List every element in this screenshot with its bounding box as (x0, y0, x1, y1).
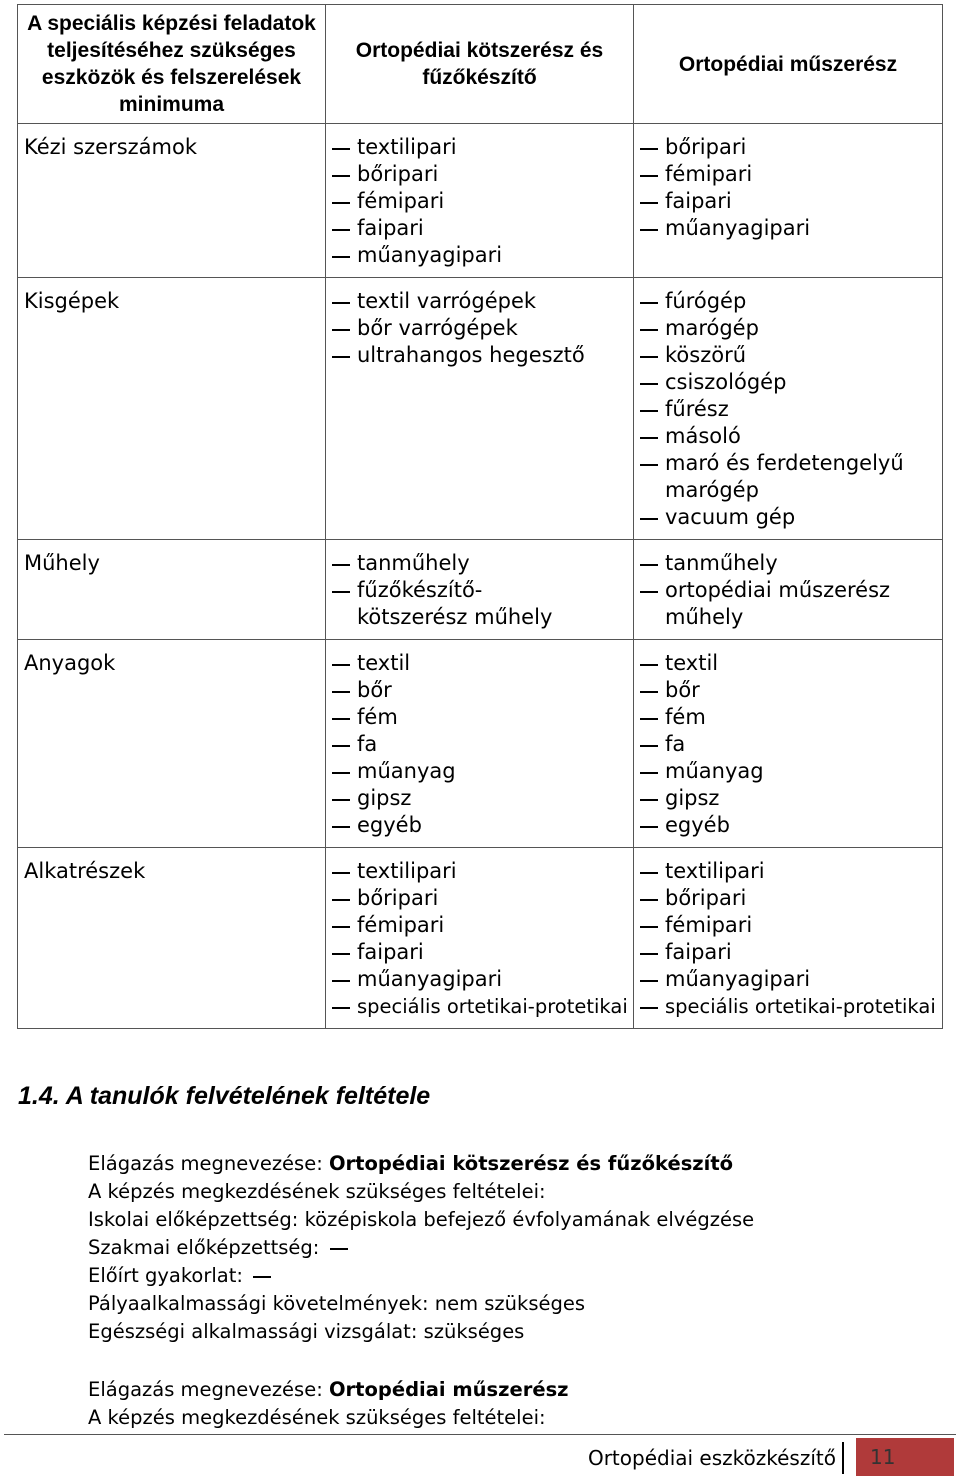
prereq-line: A képzés megkezdésének szükséges feltételei: (88, 1406, 546, 1429)
health-label: Egészségi alkalmassági vizsgálat: (88, 1320, 424, 1343)
items-cell (326, 848, 634, 1029)
list-item: fűzőkészítő-kötszerész műhely (332, 577, 627, 631)
list-item: gipsz (640, 785, 936, 812)
practice-line (88, 1262, 754, 1290)
list-item: műanyagipari (332, 242, 627, 269)
header-text: A speciális képzési feladatok teljesítéséhez szükséges eszközök és felszerelések minimuma (27, 12, 316, 116)
list-item: marógép (640, 315, 936, 342)
professional-label: Szakmai előképzettség: (88, 1236, 326, 1259)
list-item: textilipari (332, 858, 627, 885)
list-item: fémipari (332, 188, 627, 215)
dash-mark (330, 1248, 348, 1250)
items-cell (326, 278, 634, 540)
page-number: 11 (856, 1438, 954, 1476)
list-item: egyéb (640, 812, 936, 839)
list-item: ultrahangos hegesztő (332, 342, 627, 369)
list-item: faipari (332, 939, 627, 966)
list-item: maró és ferdetengelyű marógép (640, 450, 936, 504)
footer-separator (842, 1442, 844, 1474)
items-cell (326, 540, 634, 640)
school-label: Iskolai előképzettség: (88, 1208, 305, 1231)
category-cell: Alkatrészek (18, 848, 326, 1029)
list-item: fa (332, 731, 627, 758)
list-item: bőr (332, 677, 627, 704)
equipment-table (17, 4, 943, 1029)
list-item: textil (332, 650, 627, 677)
table-header-cell (18, 5, 326, 124)
health-value: szükséges (423, 1320, 525, 1343)
list-item: gipsz (332, 785, 627, 812)
list-item: vacuum gép (640, 504, 936, 531)
list-item: faipari (332, 215, 627, 242)
footer-divider (4, 1434, 956, 1435)
list-item: ortopédiai műszerész műhely (640, 577, 936, 631)
list-item: műanyagipari (640, 966, 936, 993)
category-cell: Műhely (18, 540, 326, 640)
list-item: faipari (640, 188, 936, 215)
dash-mark (253, 1276, 271, 1278)
branch-name-value: Ortopédiai műszerész (328, 1378, 569, 1401)
list-item: fúrógép (640, 288, 936, 315)
section-heading: 1.4. A tanulók felvételének feltétele (18, 1082, 431, 1110)
branch-2-info (88, 1376, 569, 1432)
list-item: textilipari (640, 858, 936, 885)
school-line (88, 1206, 754, 1234)
list-item: egyéb (332, 812, 627, 839)
items-cell (634, 278, 943, 540)
list-item: fémipari (640, 912, 936, 939)
table-row (18, 124, 943, 278)
list-item: másoló (640, 423, 936, 450)
list-item: textil varrógépek (332, 288, 627, 315)
list-item: textil (640, 650, 936, 677)
aptitude-line (88, 1290, 754, 1318)
header-text: Ortopédiai kötszerész és fűzőkészítő (355, 39, 604, 89)
branch-name-value: Ortopédiai kötszerész és fűzőkészítő (328, 1152, 734, 1175)
footer-title: Ortopédiai eszközkészítő (587, 1446, 836, 1470)
list-item: fémipari (332, 912, 627, 939)
items-cell (634, 640, 943, 848)
list-item: fa (640, 731, 936, 758)
branch-1-info (88, 1150, 754, 1346)
list-item: műanyagipari (332, 966, 627, 993)
table-header-cell (634, 5, 943, 124)
list-item: faipari (640, 939, 936, 966)
aptitude-label: Pályaalkalmassági követelmények: (88, 1292, 435, 1315)
items-cell (634, 124, 943, 278)
list-item: bőripari (332, 885, 627, 912)
list-item: bőr varrógépek (332, 315, 627, 342)
practice-label: Előírt gyakorlat: (88, 1264, 250, 1287)
items-cell (634, 540, 943, 640)
professional-line (88, 1234, 754, 1262)
category-cell: Kézi szerszámok (18, 124, 326, 278)
list-item: fémipari (640, 161, 936, 188)
list-item: műanyag (640, 758, 936, 785)
items-cell (326, 124, 634, 278)
list-item: műanyag (332, 758, 627, 785)
list-item: bőripari (640, 134, 936, 161)
branch-name-line (88, 1150, 754, 1178)
table-header-cell (326, 5, 634, 124)
list-item: bőripari (640, 885, 936, 912)
list-item: bőripari (332, 161, 627, 188)
aptitude-value: nem szükséges (434, 1292, 586, 1315)
items-cell (634, 848, 943, 1029)
list-item: fém (332, 704, 627, 731)
branch-name-line (88, 1376, 569, 1404)
list-item: speciális ortetikai-protetikai (640, 993, 936, 1020)
table-row (18, 540, 943, 640)
list-item: fűrész (640, 396, 936, 423)
list-item: tanműhely (640, 550, 936, 577)
list-item: műanyagipari (640, 215, 936, 242)
category-cell: Anyagok (18, 640, 326, 848)
branch-name-label: Elágazás megnevezése: (88, 1152, 329, 1175)
branch-name-label: Elágazás megnevezése: (88, 1378, 329, 1401)
table-header-row (18, 5, 943, 124)
list-item: csiszológép (640, 369, 936, 396)
list-item: speciális ortetikai-protetikai (332, 993, 627, 1020)
table-row (18, 278, 943, 540)
school-value: középiskola befejező évfolyamának elvégzése (304, 1208, 755, 1231)
list-item: fém (640, 704, 936, 731)
table-row (18, 848, 943, 1029)
header-text: Ortopédiai műszerész (678, 52, 898, 76)
prereq-line: A képzés megkezdésének szükséges feltételei: (88, 1180, 546, 1203)
category-cell: Kisgépek (18, 278, 326, 540)
list-item: bőr (640, 677, 936, 704)
items-cell (326, 640, 634, 848)
list-item: textilipari (332, 134, 627, 161)
list-item: tanműhely (332, 550, 627, 577)
list-item: köszörű (640, 342, 936, 369)
health-line (88, 1318, 754, 1346)
table-row (18, 640, 943, 848)
